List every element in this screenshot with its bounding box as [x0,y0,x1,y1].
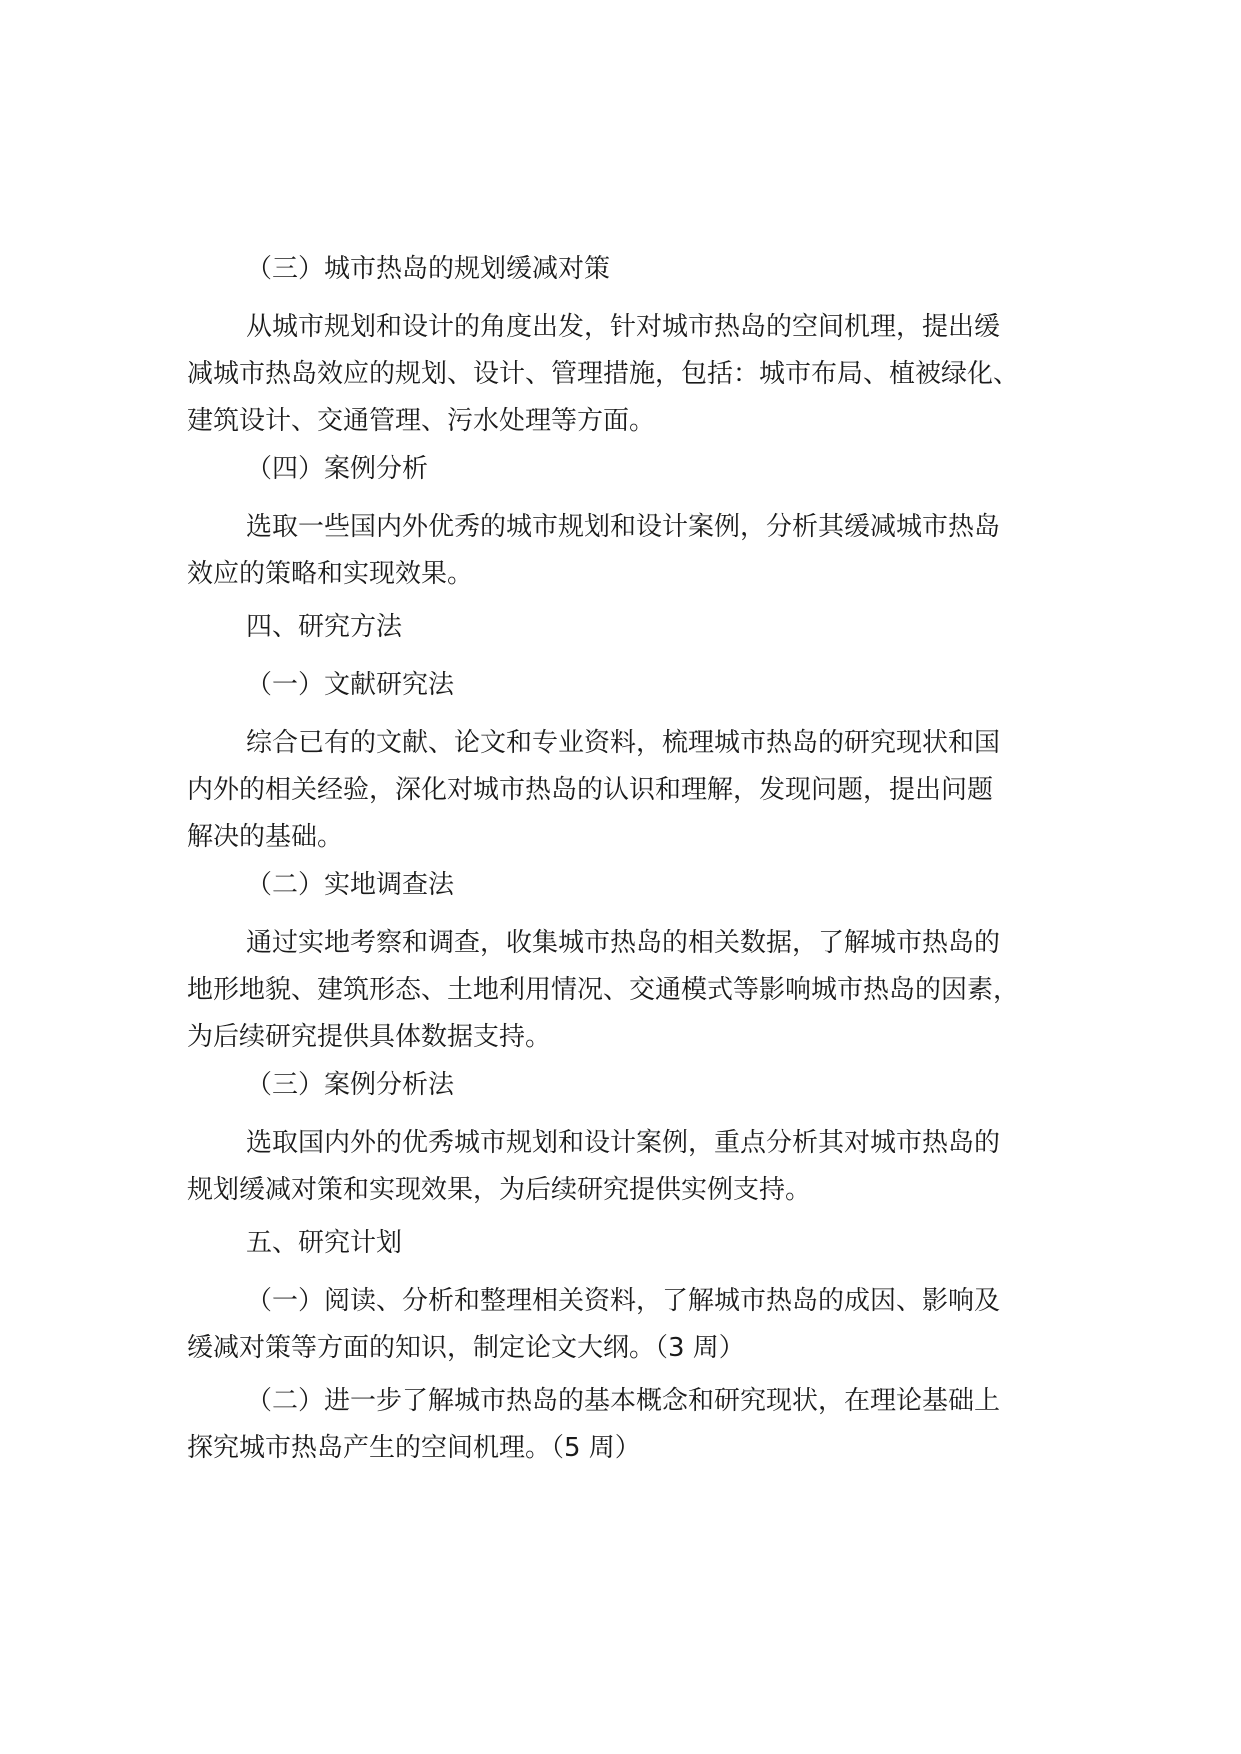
text-line: 效应的策略和实现效果。 [187,559,474,589]
text-line: （三）城市热岛的规划缓减对策 [246,254,611,284]
text-line: 通过实地考察和调查，收集城市热岛的相关数据，了解城市热岛的 [246,928,1001,958]
text-line: 解决的基础。 [187,822,344,852]
text-line: （一）文献研究法 [246,670,455,700]
text-line: 选取一些国内外优秀的城市规划和设计案例，分析其缓减城市热岛 [246,512,1001,542]
text-line: （二）进一步了解城市热岛的基本概念和研究现状，在理论基础上 [246,1386,1001,1416]
text-line: 建筑设计、交通管理、污水处理等方面。 [187,406,656,436]
text-line: 缓减对策等方面的知识，制定论文大纲。（3 周） [187,1333,745,1363]
paragraph-plan-step-2 [187,1284,1087,1566]
text-line: （二）实地调查法 [246,870,455,900]
text-line: 从城市规划和设计的角度出发，针对城市热岛的空间机理，提出缓 [246,312,1001,342]
text-line: 规划缓减对策和实现效果，为后续研究提供实例支持。 [187,1175,812,1205]
text-line: 四、研究方法 [246,612,403,642]
text-line: （三）案例分析法 [246,1070,455,1100]
text-line: 地形地貌、建筑形态、土地利用情况、交通模式等影响城市热岛的因素， [187,975,1020,1005]
text-line: 内外的相关经验，深化对城市热岛的认识和理解，发现问题，提出问题 [187,775,994,805]
text-line: 为后续研究提供具体数据支持。 [187,1022,552,1052]
text-line: 综合已有的文献、论文和专业资料，梳理城市热岛的研究现状和国 [246,728,1001,758]
text-line: 五、研究计划 [246,1228,403,1258]
text-line: （一）阅读、分析和整理相关资料，了解城市热岛的成因、影响及 [246,1286,1001,1316]
text-line: 减城市热岛效应的规划、设计、管理措施，包括：城市布局、植被绿化、 [187,359,1020,389]
text-line: 选取国内外的优秀城市规划和设计案例，重点分析其对城市热岛的 [246,1128,1001,1158]
text-line: 探究城市热岛产生的空间机理。（5 周） [187,1433,641,1463]
text-line: （四）案例分析 [246,454,429,484]
